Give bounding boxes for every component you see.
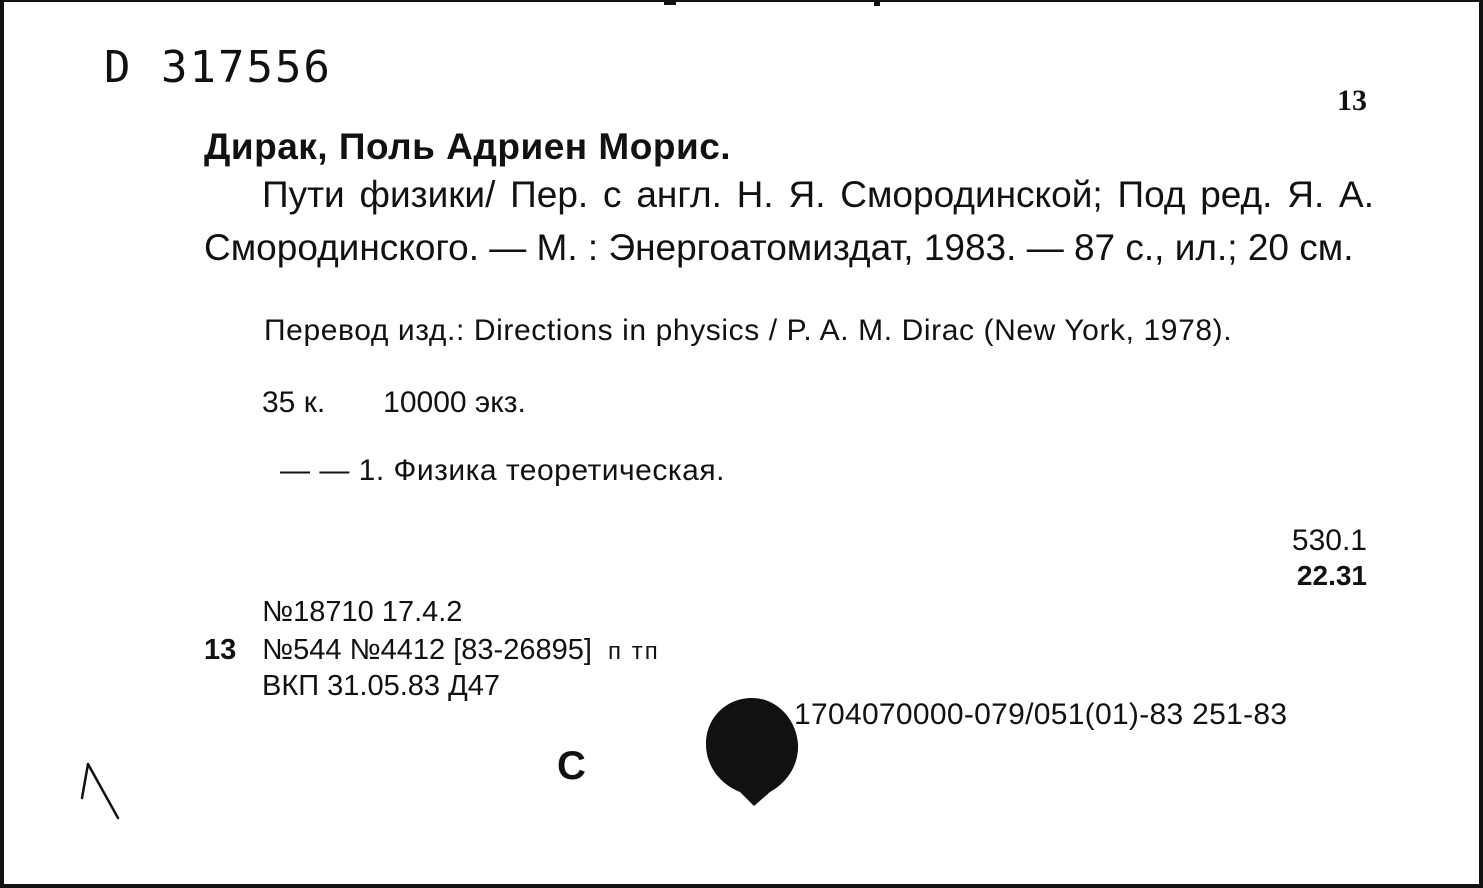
subject-heading: — — 1. Физика теоретическая. [280,454,725,487]
service-line-2 [204,634,660,667]
translation-note: Перевод изд.: Directions in physics / P. A. M. Dirac (New York, 1978). [264,314,1233,347]
copyright-sign: С [557,744,586,788]
service-line-2-lead: 13 [204,634,237,666]
bibliographic-description: Пути физики/ Пер. с англ. Н. Я. Смородинской; Под ред. Я. А. Смородинского. — М. : Энергоатомиздат, 1983. — 87 с., ил.; 20 см. [204,174,1374,268]
top-edge-scratch [664,2,924,6]
price-line [262,386,526,420]
udc-index: 530.1 [1291,524,1367,557]
inventory-number: D 317556 [104,42,332,93]
ink-blot-icon [704,692,800,808]
corner-number: 13 [1337,84,1367,117]
print-run: 10000 экз. [383,386,526,419]
service-line-2-main: №544 №4412 [83-26895] [262,634,592,666]
bbk-index: 22.31 [1296,560,1367,591]
price: 35 к. [262,386,326,419]
service-line-3: ВКП 31.05.83 Д47 [262,670,500,702]
service-line-2-small: п тп [608,638,660,665]
author-heading: Дирак, Поль Адриен Морис. [204,126,732,167]
handwritten-mark-icon [74,760,124,822]
catalog-code: 1704070000-079/051(01)-83 251-83 [794,698,1288,731]
service-line-1: №18710 17.4.2 [262,596,463,628]
